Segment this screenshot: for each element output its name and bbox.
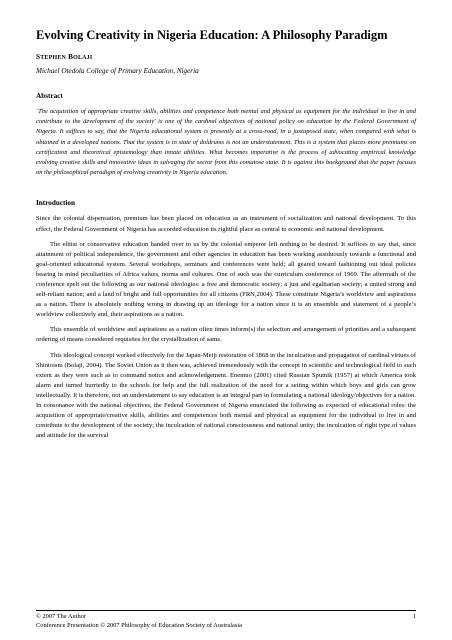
author-rest-b: OLAJI bbox=[73, 55, 93, 61]
paper-title: Evolving Creativity in Nigeria Education: A Philosophy Paradigm bbox=[36, 28, 388, 42]
author-initial-s: S bbox=[36, 53, 41, 61]
author-name bbox=[36, 53, 416, 63]
body-paragraph-1: Since the colonial dispensation, premium has been placed on education as an instrument of socialization and national development. To this effect, the Federal Government of Nigeria has accorded education its rightful place as central to economic and national development. bbox=[36, 215, 416, 233]
author-initial-b: B bbox=[68, 53, 74, 61]
page-number: 1 bbox=[412, 613, 416, 620]
author-affiliation: Michael Otedola College of Primary Education, Nigeria bbox=[36, 67, 199, 75]
abstract-text: `The acquisition of appropriate creative skills, abilities and competence both mental and physical as equipment for the individual to live in and contribute to the development of the society' is one of the cardinal objectives of national policy on education by the Federal Government of Nigeria. It suffices to say, that the Nigeria educational system is presently at a cross-road, in a juxtaposed state, when compared with what is obtained in a developed nations. That the system is in state of doldrums is not an understatement. This is a system that places more premiums on certification and theoretical epistemology than innate abilities. What becomes imperative is the process of advocating empirical knowledge evolving creative skills and innovative ideas in salvaging the sector from this comatose state. It is against this background that the paper focuses on the philosophical paradigm of evolving creativity in Nigeria education. bbox=[36, 108, 416, 177]
footer-conference: Conference Presentation © 2007 Philosophy of Education Society of Australasia bbox=[36, 621, 242, 629]
body-paragraph-2: The elitist or conservative education handed over to us by the colonial emperor left nothing to be desired. It suffices to say that, since attainment of political independence, the government and other agencies in education has been working assiduously towards a functional and goal-oriented educational system. Several workshops, seminars and conferences were held; all geared toward fashioning out ideal policies bearing in mind peculiarities of Africa values, norms and cultures. One of such was the curriculum conference of 1969. The aftermath of the conference spelt out the following as our national ideologies: a free and democratic society; a just and egalitarian society; a united strong and self-reliant nation; and a land of bright and full opportunities for all citizens (FRN,2004). These constitute Nigeria’s worldview and aspirations as a nation. There is absolutely nothing wrong in drawing up an ideology for a nation since it is an ensemble and statement of a people’s worldview collectively and, their aspirations as a nation. bbox=[36, 240, 416, 319]
author-rest-s: TEPHEN bbox=[40, 55, 67, 61]
page-footer bbox=[36, 610, 416, 630]
body-paragraph-4: This ideological concept worked effectively for the Japan-Meiji restoration of 1868 in the inculcation and propagation of cardinal virtues of Shintoism (Bolaji, 2004). The Soviet Union as it then was, achieved tremendously with the concept in scientific and technological field to such extent as they were such as to command notice and acknowledgement. Enemuo (2001) cited Russian Sputnik (1957) at which America took alarm and turned hurriedly to the schools for help and the full realization of the need for a setting within which boys and girls can grow intellectually. It is therefore, not an understatement to say education is an integral part in formulating a national ideology/objectives for a nation. In consonance with the national objectives, the Federal Government of Nigeria enunciated the following as expected of educational roles: the acquisition of appropriate/creative skills, abilities and competences both mental and physical as equipment for the individual to live in and contribute to the development of the society; the inculcation of national consciousness and national unity; the inculcation of right type of values and attitude for the survival bbox=[36, 351, 416, 440]
abstract-heading: Abstract bbox=[36, 92, 63, 100]
body-paragraph-3: This ensemble of worldview and aspirations as a nation often times inform(s) the selection and arrangement of priorities and a subsequent ordering of means considered requisites for the crystallization of same. bbox=[36, 326, 416, 344]
introduction-heading: Introduction bbox=[36, 199, 76, 208]
footer-copyright: © 2007 The Author bbox=[36, 613, 87, 620]
